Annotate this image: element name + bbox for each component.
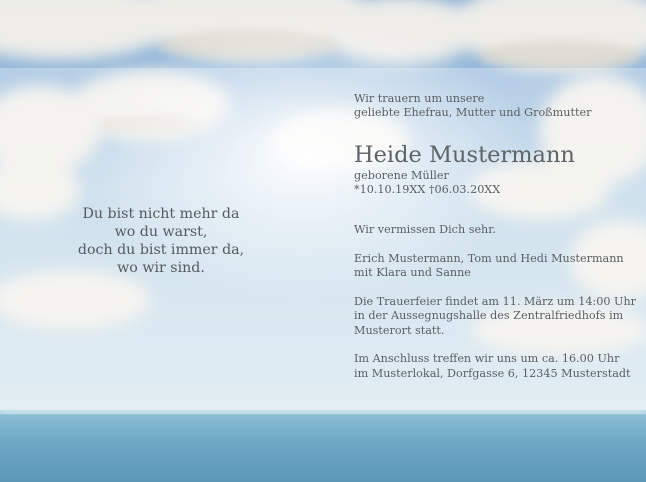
poem-line: wo wir sind. [117, 260, 205, 276]
life-dates: *10.10.19XX †06.03.20XX [354, 182, 501, 196]
gathering-line-1: Im Anschluss treffen wir uns um ca. 16.00 Uhr [354, 352, 620, 366]
funeral-line-2: in der Aussegnugshalle des Zentralfriedhofs im [354, 309, 624, 323]
intro-line-2: geliebte Ehefrau, Mutter und Großmutter [354, 106, 592, 120]
funeral-line-1: Die Trauerfeier findet am 11. März um 14:00 Uhr [354, 295, 636, 309]
poem [60, 205, 262, 277]
funeral-line-3: Musterort statt. [354, 323, 445, 337]
intro-line-1: Wir trauern um unsere [354, 92, 485, 105]
birth-name: geborene Müller [354, 168, 449, 182]
obituary-text [354, 92, 634, 381]
message: Wir vermissen Dich sehr. [354, 223, 496, 237]
poem-line: wo du warst, [114, 224, 208, 240]
poem-line: Du bist nicht mehr da [82, 206, 240, 222]
family-line-1: Erich Mustermann, Tom und Hedi Mustermann [354, 251, 624, 265]
deceased-name: Heide Mustermann [354, 141, 575, 168]
family-line-2: mit Klara und Sanne [354, 266, 471, 280]
poem-line: doch du bist immer da, [77, 242, 245, 258]
gathering-line-2: im Musterlokal, Dorfgasse 6, 12345 Musterstadt [354, 366, 631, 380]
